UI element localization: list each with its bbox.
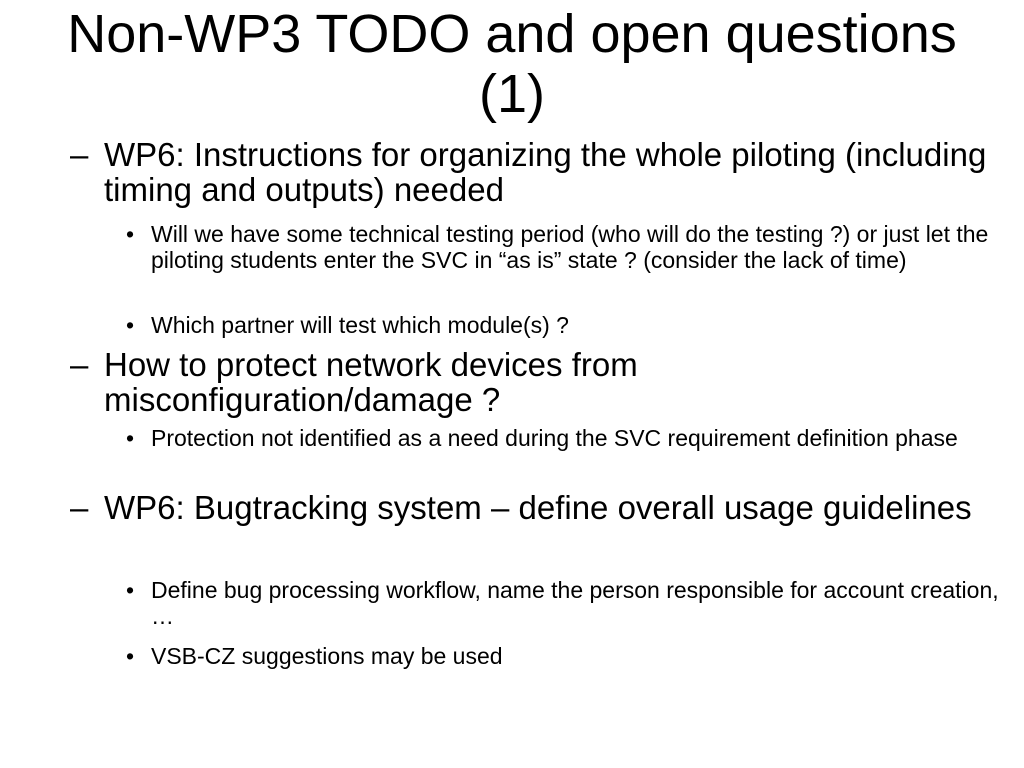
bullet-item-wp6-piloting — [70, 137, 1000, 207]
dash-marker: – — [70, 489, 89, 526]
sub-bullet-item — [126, 221, 1006, 273]
sub-bullet-text: Define bug processing workflow, name the person responsible for account creation, … — [151, 577, 999, 629]
bullet-text: WP6: Instructions for organizing the whole piloting (including timing and outputs) needed — [104, 136, 987, 208]
sub-bullet-text: Which partner will test which module(s) ? — [151, 312, 569, 338]
bullet-item-network-devices — [70, 347, 1000, 417]
bullet-marker: • — [126, 643, 135, 669]
slide-title: Non-WP3 TODO and open questions (1) — [67, 4, 957, 124]
sub-bullet-text: Protection not identified as a need during the SVC requirement definition phase — [151, 425, 958, 451]
sub-bullet-item — [126, 643, 1006, 669]
bullet-marker: • — [126, 577, 135, 603]
bullet-marker: • — [126, 221, 135, 247]
sub-bullet-text: VSB-CZ suggestions may be used — [151, 643, 503, 669]
sub-bullet-item — [126, 425, 1006, 451]
bullet-text: How to protect network devices from misconfiguration/damage ? — [104, 346, 638, 418]
sub-bullet-item — [126, 312, 1006, 338]
sub-bullet-text: Will we have some technical testing period (who will do the testing ?) or just let the piloting students enter the SVC in “as is” state ? (consider the lack of time) — [151, 221, 989, 273]
bullet-marker: • — [126, 312, 135, 338]
sub-bullet-item — [126, 577, 1006, 629]
bullet-item-bugtracking — [70, 490, 1000, 525]
bullet-text: WP6: Bugtracking system – define overall usage guidelines — [104, 489, 972, 526]
dash-marker: – — [70, 136, 89, 173]
bullet-marker: • — [126, 425, 135, 451]
dash-marker: – — [70, 346, 89, 383]
